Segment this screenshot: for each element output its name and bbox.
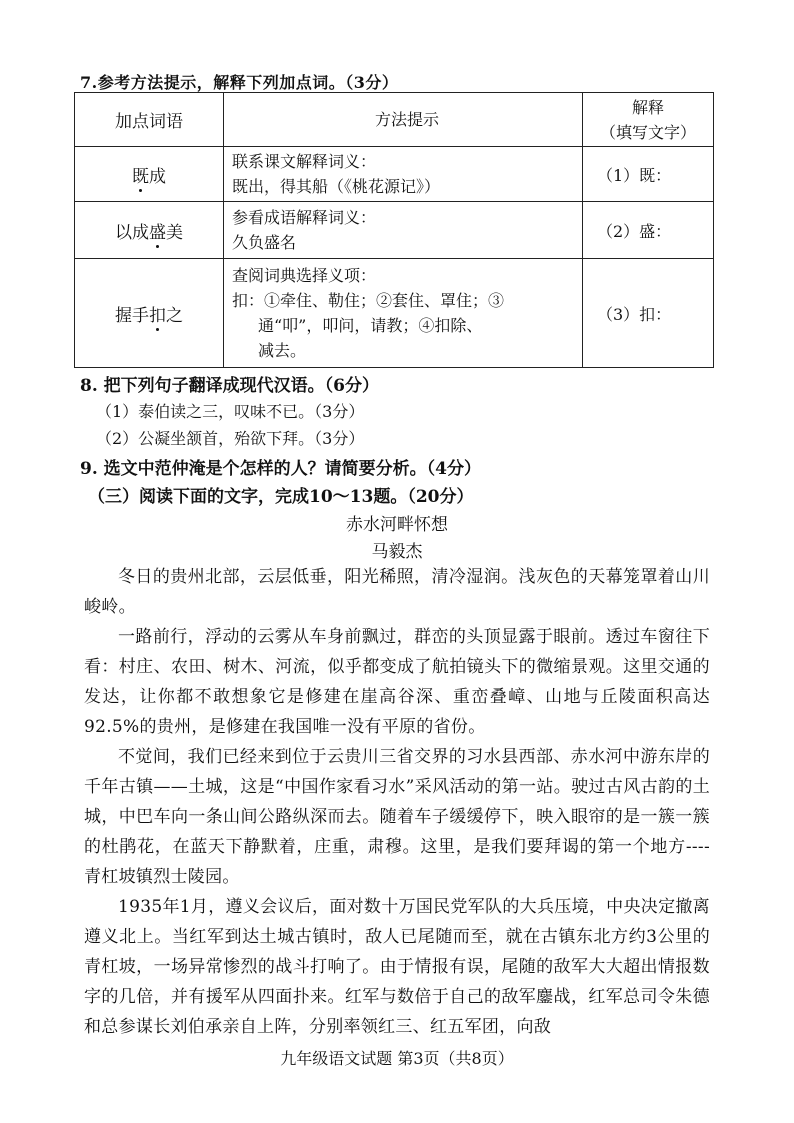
question-8-item: （2）公凝坐颔首，殆欲下拜。（3分）: [96, 429, 365, 448]
method-line: 参看成语解释词义：: [232, 208, 377, 227]
answer-cell[interactable]: （1）既：: [583, 147, 714, 202]
word-pre: 以成: [115, 222, 149, 243]
article-body: [84, 562, 710, 1042]
method-line: 查阅词典选择义项：: [232, 266, 377, 285]
question-9-heading: 9. 选文中范仲淹是个怎样的人？请简要分析。（4分）: [80, 459, 481, 479]
article-title: 赤水河畔怀想: [346, 515, 448, 535]
method-cell: [224, 147, 583, 202]
dotted-char: 盛: [149, 222, 166, 243]
section-3-heading: （三）阅读下面的文字，完成10～13题。（20分）: [88, 487, 474, 507]
word-cell: [75, 147, 224, 202]
question-7-heading: 7.参考方法提示，解释下列加点词。（3分）: [80, 73, 399, 92]
header-explain-line-2: （填写文字）: [599, 122, 696, 142]
answer-cell[interactable]: （2）盛：: [583, 202, 714, 259]
question-8-item: （1）泰伯读之三，叹味不已。（3分）: [96, 402, 365, 421]
table-header-row: [75, 93, 714, 147]
word-rest: 之: [166, 305, 183, 326]
method-line: 联系课文解释词义：: [232, 152, 377, 171]
method-line: 减去。: [258, 341, 307, 360]
dotted-char: 既: [132, 166, 149, 187]
page-footer: 九年级语文试题 第3页（共8页）: [280, 1049, 514, 1068]
method-cell: [224, 259, 583, 368]
table-row: [75, 147, 714, 202]
article-paragraph: 1935年1月，遵义会议后，面对数十万国民党军队的大兵压境，中央决定撤离遵义北上。当红军到达土城古镇时，敌人已尾随而至，就在古镇东北方约3公里的青杠坡，一场异常惨烈的战斗打响了。由于情报有误，尾随的敌军大大超出情报数字的几倍，并有援军从四面扑来。红军与数倍于自己的敌军鏖战，红军总司令朱德和总参谋长刘伯承亲自上阵，分别率领红三、红五军团，向敌: [84, 897, 710, 1037]
header-word: 加点词语: [75, 93, 224, 147]
article-paragraph: 不觉间，我们已经来到位于云贵川三省交界的习水县西部、赤水河中游东岸的千年古镇——土城，这是“中国作家看习水”采风活动的第一站。驶过古风古韵的土城，中巴车向一条山间公路纵深而去。随着车子缓缓停下，映入眼帘的是一簇一簇的杜鹃花，在蓝天下静默着，庄重，肃穆。这里，是我们要拜谒的第一个地方----青杠坡镇烈士陵园。: [84, 747, 710, 887]
method-hint-table: [74, 92, 714, 368]
question-8-heading: 8. 把下列句子翻译成现代汉语。（6分）: [80, 376, 379, 396]
article-paragraph: 冬日的贵州北部，云层低垂，阳光稀照，清冷湿润。浅灰色的天幕笼罩着山川峻岭。: [84, 567, 710, 617]
word-pre: 握手: [115, 305, 149, 326]
article-author: 马毅杰: [371, 542, 423, 562]
answer-cell[interactable]: （3）扣：: [583, 259, 714, 368]
method-line: 通“叩”，叩问，请教；④扣除、: [258, 316, 483, 335]
word-cell: [75, 202, 224, 259]
dotted-char: 扣: [149, 305, 166, 326]
table-row: [75, 259, 714, 368]
word-rest: 美: [166, 222, 183, 243]
header-explain-line-1: 解释: [631, 97, 664, 117]
method-line: 既出，得其船（《桃花源记》）: [232, 177, 441, 196]
word-rest: 成: [149, 166, 166, 187]
method-line: 久负盛名: [232, 233, 297, 252]
method-line: 扣：①牵住、勒住；②套住、罩住；③: [232, 291, 505, 310]
article-paragraph: 一路前行，浮动的云雾从车身前飘过，群峦的头顶显露于眼前。透过车窗往下看：村庄、农田、树木、河流，似乎都变成了航拍镜头下的微缩景观。这里交通的发达，让你都不敢想象它是修建在崖高谷深、重峦叠嶂、山地与丘陵面积高达92.5%的贵州，是修建在我国唯一没有平原的省份。: [84, 627, 710, 737]
word-cell: [75, 259, 224, 368]
header-method: 方法提示: [224, 93, 583, 147]
header-explain: [583, 93, 714, 147]
table-row: [75, 202, 714, 259]
method-cell: [224, 202, 583, 259]
